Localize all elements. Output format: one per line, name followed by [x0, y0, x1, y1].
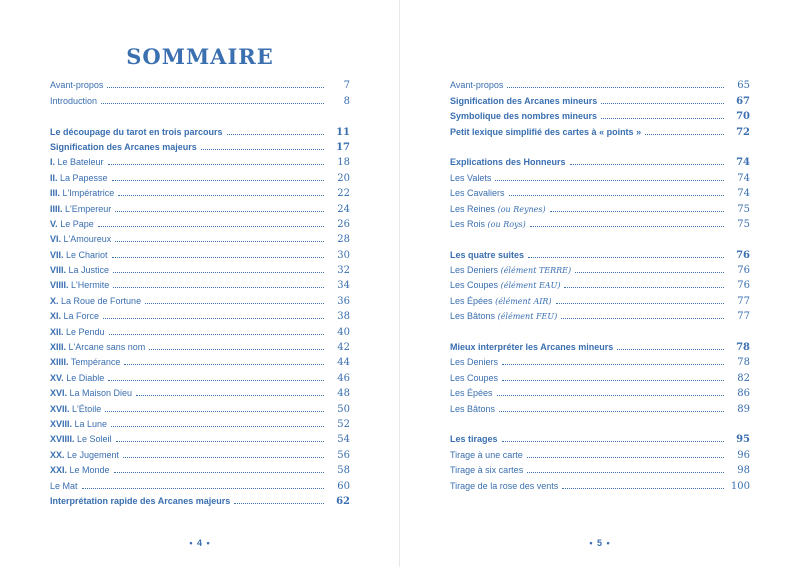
toc-entry[interactable] — [450, 476, 750, 491]
toc-entry-title: Avant-propos — [450, 80, 504, 91]
roman-numeral: XVIIII. — [50, 434, 75, 445]
toc-entry-label — [450, 357, 498, 368]
toc-entry-title: La Papesse — [57, 172, 108, 183]
toc-entry-title: La Force — [61, 311, 100, 322]
roman-numeral: XVI. — [50, 388, 68, 399]
toc-entry-title: Mieux interpréter les Arcanes mineurs — [450, 342, 614, 353]
toc-entry-label — [50, 327, 105, 338]
toc-entry-label — [50, 404, 101, 415]
toc-entry-label — [450, 465, 523, 476]
toc-entry[interactable] — [50, 291, 350, 306]
toc-entry-title: Les tirages — [450, 434, 498, 445]
dot-leader — [527, 472, 724, 473]
toc-entry[interactable] — [450, 445, 750, 460]
toc-page-number: 74 — [737, 188, 750, 200]
dot-leader — [601, 103, 724, 104]
toc-entry-title: Symbolique des nombres mineurs — [450, 111, 598, 122]
toc-page-number: 100 — [730, 480, 750, 492]
toc-spacer — [450, 322, 750, 337]
toc-page-number: 42 — [337, 342, 350, 354]
toc-page-number: 60 — [337, 480, 350, 492]
toc-entry[interactable] — [50, 368, 350, 383]
toc-entry[interactable] — [50, 261, 350, 276]
toc-page-number: 65 — [737, 80, 750, 92]
toc-entry-label — [50, 357, 120, 368]
toc-entry-label — [50, 496, 230, 507]
toc-entry[interactable] — [50, 399, 350, 414]
toc-entry-title: Les Valets — [450, 172, 492, 183]
toc-entry[interactable] — [50, 199, 350, 214]
toc-entry[interactable] — [450, 153, 750, 168]
dot-leader — [111, 426, 324, 427]
toc-entry[interactable] — [50, 76, 350, 91]
dot-leader — [123, 457, 324, 458]
toc-entry-title: Le Pendu — [63, 326, 105, 337]
dot-leader — [108, 380, 324, 381]
toc-entry-title: Les Coupes — [450, 280, 499, 291]
roman-numeral: XII. — [50, 326, 64, 337]
toc-entry-title: L'Hermite — [68, 280, 110, 291]
toc-entry-label — [450, 481, 558, 492]
toc-entry-title: Le Soleil — [74, 434, 112, 445]
toc-entry-label — [50, 280, 109, 291]
toc-entry-label — [450, 173, 491, 184]
dot-leader — [562, 488, 724, 489]
toc-page-number: 36 — [337, 295, 350, 307]
toc-page-number: 46 — [337, 372, 350, 384]
toc-entry[interactable] — [450, 307, 750, 322]
toc-entry-label — [450, 80, 503, 91]
toc-page-number: 32 — [337, 265, 350, 277]
toc-entry[interactable] — [450, 199, 750, 214]
toc-spacer — [450, 415, 750, 430]
toc-entry-title: Les Bâtons — [450, 311, 496, 322]
toc-page-number: 30 — [337, 249, 350, 261]
dot-leader — [561, 318, 724, 319]
toc-entry[interactable] — [50, 168, 350, 183]
roman-numeral: III. — [50, 188, 61, 199]
toc-entry-title: La Justice — [66, 265, 110, 276]
toc-entry-label — [50, 142, 197, 153]
toc-entry-label — [450, 250, 524, 261]
toc-entry-subtitle: (élément EAU) — [498, 281, 561, 291]
toc-entry[interactable] — [50, 415, 350, 430]
roman-numeral: I. — [50, 157, 56, 168]
toc-page-number: 54 — [337, 434, 350, 446]
toc-entry[interactable] — [450, 291, 750, 306]
toc-page-number: 78 — [736, 342, 750, 354]
toc-page-number: 28 — [337, 234, 350, 246]
toc-entry-label — [50, 388, 132, 399]
dot-leader — [564, 287, 724, 288]
toc-entry[interactable] — [50, 461, 350, 476]
page-number-footer: • 5 • — [589, 538, 611, 548]
toc-entry-label — [450, 342, 613, 353]
toc-page-number: 22 — [337, 188, 350, 200]
toc-page-number: 17 — [336, 141, 350, 153]
toc-page-number: 50 — [337, 403, 350, 415]
toc-entry-title: Tirage de la rose des vents — [450, 480, 559, 491]
dot-leader — [124, 364, 324, 365]
toc-entry[interactable] — [50, 353, 350, 368]
toc-entry[interactable] — [50, 91, 350, 106]
roman-numeral: VII. — [50, 249, 64, 260]
toc-entry-label — [50, 96, 97, 107]
dot-leader — [108, 164, 324, 165]
toc-entry[interactable] — [50, 384, 350, 399]
dot-leader — [114, 472, 324, 473]
dot-leader — [136, 395, 324, 396]
roman-numeral: XVIII. — [50, 418, 73, 429]
toc-entry[interactable] — [50, 492, 350, 507]
toc-entry-title: La Maison Dieu — [67, 388, 133, 399]
dot-leader — [98, 226, 324, 227]
roman-numeral: VIIII. — [50, 280, 69, 291]
dot-leader — [112, 180, 324, 181]
toc-page-number: 38 — [337, 311, 350, 323]
toc-entry-title: Le Pape — [57, 218, 94, 229]
roman-numeral: X. — [50, 295, 59, 306]
roman-numeral: XI. — [50, 311, 62, 322]
toc-page-number: 40 — [337, 326, 350, 338]
toc-page-number: 77 — [737, 295, 750, 307]
toc-entry-title: L'Empereur — [62, 203, 112, 214]
toc-entry[interactable] — [450, 168, 750, 183]
roman-numeral: II. — [50, 172, 58, 183]
toc-page-number: 26 — [337, 218, 350, 230]
toc-page-number: 67 — [736, 95, 750, 107]
toc-entry-title: Les Épées — [450, 388, 493, 399]
toc-page-number: 82 — [737, 372, 750, 384]
toc-entry-title: L'Impératrice — [60, 188, 115, 199]
table-of-contents-right — [450, 76, 750, 492]
toc-entry-label — [50, 311, 99, 322]
toc-page-number: 75 — [737, 203, 750, 215]
toc-entry[interactable] — [50, 184, 350, 199]
roman-numeral: VI. — [50, 234, 62, 245]
toc-entry-title: La Lune — [72, 418, 108, 429]
toc-entry-title: Introduction — [50, 95, 98, 106]
toc-page-number: 48 — [337, 388, 350, 400]
roman-numeral: XIIII. — [50, 357, 69, 368]
toc-page-number: 11 — [336, 126, 350, 138]
dot-leader — [570, 164, 724, 165]
toc-entry-label — [50, 204, 111, 215]
table-of-contents-left — [50, 76, 350, 507]
toc-entry-label — [450, 280, 560, 291]
toc-entry-label — [450, 204, 546, 215]
dot-leader — [113, 272, 324, 273]
toc-page-number: 76 — [736, 249, 750, 261]
page-title: SOMMAIRE — [126, 44, 274, 69]
toc-entry[interactable] — [450, 91, 750, 106]
toc-entry-subtitle: (élément TERRE) — [498, 266, 572, 276]
toc-entry-title: Le Diable — [63, 372, 105, 383]
toc-entry-title: Les Deniers — [450, 357, 499, 368]
toc-entry-title: Les Cavaliers — [450, 188, 505, 199]
page-number-footer: • 4 • — [189, 538, 211, 548]
toc-entry[interactable] — [450, 338, 750, 353]
toc-page-number: 8 — [343, 95, 350, 107]
dot-leader — [116, 441, 324, 442]
toc-entry[interactable] — [450, 461, 750, 476]
toc-entry[interactable] — [50, 476, 350, 491]
toc-entry-title: Les quatre suites — [450, 249, 525, 260]
toc-entry-label — [50, 296, 141, 307]
dot-leader — [145, 303, 324, 304]
toc-entry-label — [450, 388, 493, 399]
toc-entry-label — [450, 265, 571, 276]
dot-leader — [115, 211, 324, 212]
toc-entry[interactable] — [450, 368, 750, 383]
toc-entry-label — [50, 434, 112, 445]
toc-entry[interactable] — [50, 276, 350, 291]
toc-entry-label — [450, 157, 566, 168]
toc-entry-label — [50, 173, 108, 184]
toc-entry-label — [50, 465, 110, 476]
dot-leader — [645, 134, 724, 135]
dot-leader — [495, 180, 724, 181]
dot-leader — [528, 257, 724, 258]
toc-entry[interactable] — [450, 276, 750, 291]
toc-entry[interactable] — [50, 245, 350, 260]
toc-page-number: 34 — [337, 280, 350, 292]
toc-entry-title: Interprétation rapide des Arcanes majeurs — [50, 495, 231, 506]
toc-entry-title: Explications des Honneurs — [450, 157, 566, 168]
toc-entry[interactable] — [450, 76, 750, 91]
roman-numeral: XX. — [50, 449, 65, 460]
toc-entry-title: L'Amoureux — [61, 234, 112, 245]
toc-spacer — [50, 107, 350, 122]
toc-spacer — [450, 230, 750, 245]
toc-entry[interactable] — [450, 184, 750, 199]
toc-entry-label — [50, 250, 108, 261]
toc-page-number: 74 — [737, 172, 750, 184]
roman-numeral: IIII. — [50, 203, 63, 214]
toc-entry-title: Tirage à six cartes — [450, 465, 524, 476]
toc-entry-label — [450, 404, 495, 415]
dot-leader — [149, 349, 324, 350]
toc-entry[interactable] — [450, 107, 750, 122]
toc-entry-label — [450, 373, 498, 384]
toc-page-number: 86 — [737, 388, 750, 400]
dot-leader — [530, 226, 724, 227]
toc-entry-label — [450, 111, 597, 122]
dot-leader — [497, 395, 724, 396]
toc-page-number: 7 — [343, 80, 350, 92]
toc-page-number: 76 — [737, 265, 750, 277]
toc-entry[interactable] — [50, 153, 350, 168]
roman-numeral: VIII. — [50, 265, 67, 276]
toc-entry-label — [450, 127, 641, 138]
roman-numeral: XIII. — [50, 342, 67, 353]
dot-leader — [105, 411, 324, 412]
toc-entry[interactable] — [50, 445, 350, 460]
dot-leader — [502, 364, 724, 365]
toc-entry-title: Les Bâtons — [450, 403, 496, 414]
toc-entry[interactable] — [50, 138, 350, 153]
toc-page-number: 77 — [737, 311, 750, 323]
dot-leader — [507, 87, 724, 88]
toc-entry-title: L'Arcane sans nom — [66, 342, 146, 353]
toc-page-number: 76 — [737, 280, 750, 292]
toc-entry-title: Tempérance — [68, 357, 121, 368]
toc-entry[interactable] — [50, 122, 350, 137]
toc-entry-subtitle: (élément FEU) — [495, 312, 558, 322]
toc-entry-title: Le Mat — [50, 480, 78, 491]
toc-entry-title: Le Bateleur — [55, 157, 104, 168]
toc-spacer — [450, 138, 750, 153]
dot-leader — [509, 195, 724, 196]
dot-leader — [101, 103, 324, 104]
dot-leader — [502, 380, 724, 381]
toc-page-number: 95 — [736, 434, 750, 446]
toc-entry[interactable] — [50, 307, 350, 322]
dot-leader — [109, 334, 324, 335]
toc-entry-title: Les Rois — [450, 218, 486, 229]
roman-numeral: XVII. — [50, 403, 70, 414]
toc-entry-label — [50, 373, 104, 384]
toc-entry-title: Le Jugement — [64, 449, 120, 460]
dot-leader — [617, 349, 724, 350]
toc-entry-label — [450, 311, 557, 322]
toc-entry[interactable] — [50, 430, 350, 445]
dot-leader — [82, 488, 324, 489]
toc-page-number: 96 — [737, 449, 750, 461]
toc-entry[interactable] — [450, 353, 750, 368]
toc-entry-label — [450, 96, 597, 107]
dot-leader — [201, 149, 324, 150]
dot-leader — [118, 195, 324, 196]
toc-entry[interactable] — [50, 215, 350, 230]
toc-page-number: 89 — [737, 403, 750, 415]
dot-leader — [115, 241, 324, 242]
toc-page-number: 44 — [337, 357, 350, 369]
dot-leader — [502, 441, 724, 442]
toc-entry-label — [50, 219, 94, 230]
toc-entry-label — [50, 157, 104, 168]
toc-page-number: 20 — [337, 172, 350, 184]
toc-entry-title: Les Coupes — [450, 372, 499, 383]
toc-entry-title: Avant-propos — [50, 80, 104, 91]
toc-entry-title: La Roue de Fortune — [58, 295, 142, 306]
toc-entry-label — [450, 450, 523, 461]
toc-page-number: 74 — [736, 157, 750, 169]
right-page — [400, 0, 800, 567]
dot-leader — [527, 457, 724, 458]
toc-entry-label — [50, 342, 145, 353]
dot-leader — [556, 303, 724, 304]
toc-page-number: 58 — [337, 465, 350, 477]
dot-leader — [107, 87, 324, 88]
toc-page-number: 72 — [736, 126, 750, 138]
toc-entry[interactable] — [450, 245, 750, 260]
dot-leader — [601, 118, 724, 119]
dot-leader — [113, 287, 324, 288]
toc-entry-label — [50, 450, 119, 461]
toc-entry[interactable] — [450, 122, 750, 137]
dot-leader — [227, 134, 324, 135]
toc-entry[interactable] — [450, 215, 750, 230]
toc-entry-label — [450, 434, 498, 445]
toc-page-number: 70 — [736, 111, 750, 123]
toc-page-number: 56 — [337, 449, 350, 461]
toc-entry-title: Signification des Arcanes majeurs — [50, 141, 197, 152]
roman-numeral: XV. — [50, 372, 64, 383]
dot-leader — [499, 411, 724, 412]
toc-entry-label — [50, 234, 111, 245]
toc-entry-label — [50, 265, 109, 276]
toc-entry[interactable] — [50, 338, 350, 353]
toc-page-number: 24 — [337, 203, 350, 215]
toc-entry[interactable] — [50, 322, 350, 337]
dot-leader — [103, 318, 324, 319]
toc-entry-title: L'Étoile — [69, 403, 102, 414]
toc-page-number: 62 — [336, 495, 350, 507]
toc-entry-label — [450, 188, 505, 199]
toc-entry-label — [450, 219, 526, 230]
roman-numeral: XXI. — [50, 465, 68, 476]
toc-page-number: 52 — [337, 418, 350, 430]
toc-entry-subtitle: (ou Reynes) — [495, 204, 546, 214]
toc-page-number: 78 — [737, 357, 750, 369]
dot-leader — [112, 257, 324, 258]
dot-leader — [550, 211, 724, 212]
toc-entry[interactable] — [450, 430, 750, 445]
toc-entry[interactable] — [450, 384, 750, 399]
toc-entry-label — [50, 127, 223, 138]
toc-entry[interactable] — [50, 230, 350, 245]
toc-page-number: 75 — [737, 218, 750, 230]
toc-entry-label — [450, 296, 552, 307]
toc-entry-label — [50, 419, 107, 430]
toc-entry-title: Le découpage du tarot en trois parcours — [50, 126, 223, 137]
dot-leader — [575, 272, 724, 273]
toc-entry-subtitle: (ou Roys) — [485, 219, 526, 229]
toc-entry-label — [50, 481, 78, 492]
toc-entry-label — [50, 188, 114, 199]
toc-entry[interactable] — [450, 399, 750, 414]
toc-entry-subtitle: (élément AIR) — [492, 296, 552, 306]
toc-entry-title: Signification des Arcanes mineurs — [450, 95, 598, 106]
toc-entry-title: Tirage à une carte — [450, 449, 523, 460]
dot-leader — [234, 503, 324, 504]
toc-entry-title: Petit lexique simplifié des cartes à « points » — [450, 126, 642, 137]
toc-entry-label — [50, 80, 103, 91]
toc-entry-title: Les Épées — [450, 295, 493, 306]
toc-entry-title: Les Deniers — [450, 265, 499, 276]
toc-entry[interactable] — [450, 261, 750, 276]
toc-page-number: 18 — [337, 157, 350, 169]
toc-entry-title: Les Reines — [450, 203, 496, 214]
toc-page-number: 98 — [737, 465, 750, 477]
toc-entry-title: Le Chariot — [63, 249, 108, 260]
toc-entry-title: Le Monde — [67, 465, 110, 476]
roman-numeral: V. — [50, 218, 58, 229]
